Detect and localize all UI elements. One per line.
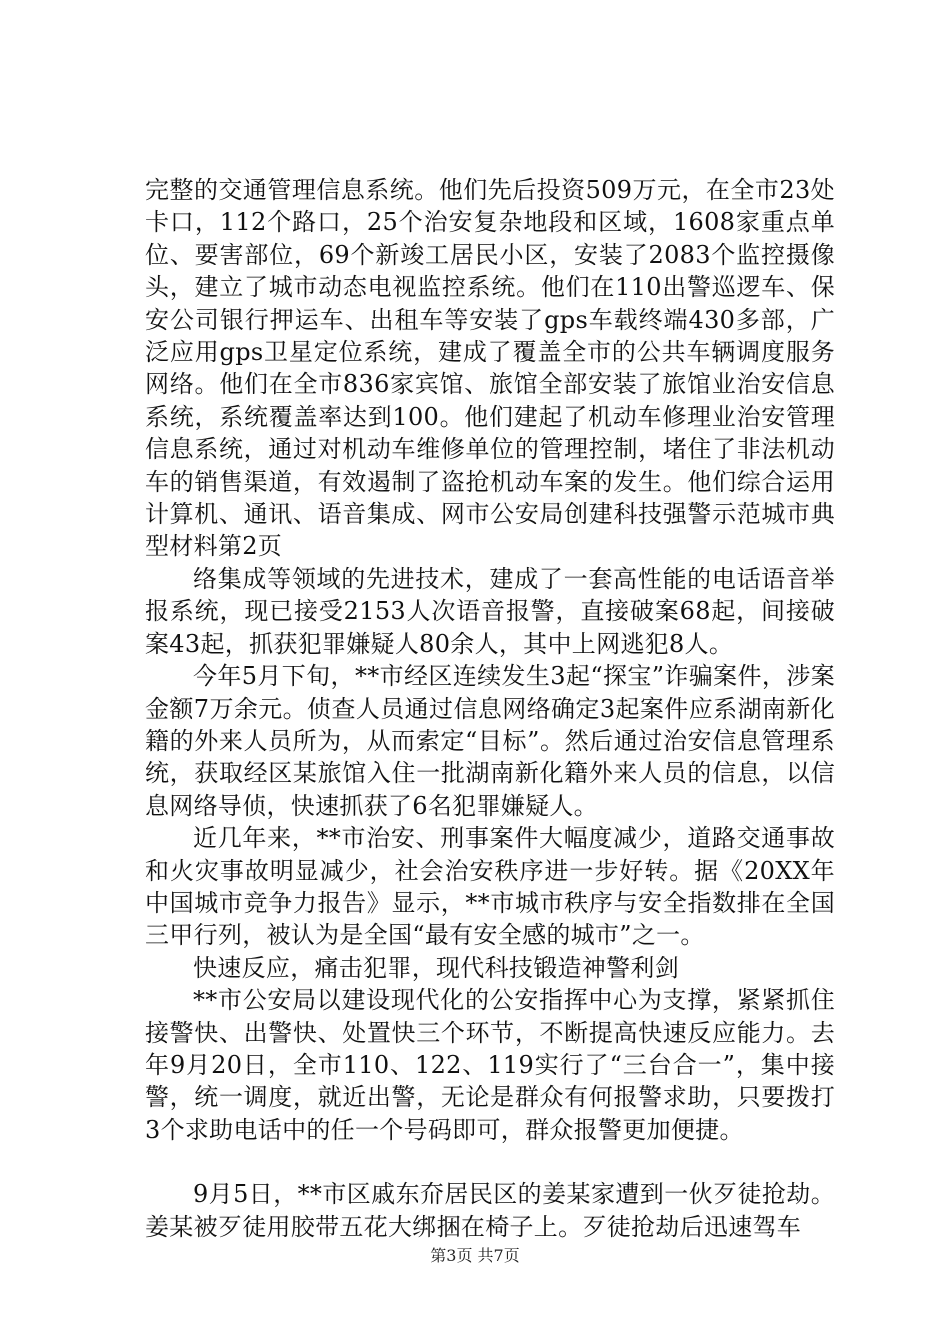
paragraph-2: 络集成等领域的先进技术，建成了一套高性能的电话语音举报系统，现已接受2153人次语音报警，直接破案68起，间接破案43起，抓获犯罪嫌疑人80余人，其中上网逃犯8人。 [145, 564, 835, 658]
paragraph-4: 近几年来，**市治安、刑事案件大幅度减少，道路交通事故和火灾事故明显减少，社会治安秩序进一步好转。据《20XX年中国城市竞争力报告》显示，**市城市秩序与安全指数排在全国三甲行列，被认为是全国“最有安全感的城市”之一。 [145, 824, 835, 950]
paragraph-3: 今年5月下旬，**市经区连续发生3起“探宝”诈骗案件，涉案金额7万余元。侦查人员通过信息网络确定3起案件应系湖南新化籍的外来人员所为，从而索定“目标”。然后通过治安信息管理系统，获取经区某旅馆入住一批湖南新化籍外来人员的信息，以信息网络导侦，快速抓获了6名犯罪嫌疑人。 [145, 662, 835, 820]
paragraph-5: **市公安局以建设现代化的公安指挥中心为支撑，紧紧抓住接警快、出警快、处置快三个环节，不断提高快速反应能力。去年9月20日，全市110、122、119实行了“三台合一”，集中接警，统一调度，就近出警，无论是群众有何报警求助，只要拨打3个求助电话中的任一个号码即可，群众报警更加便捷。 [145, 986, 835, 1144]
paragraph-1: 完整的交通管理信息系统。他们先后投资509万元，在全市23处卡口，112个路口，25个治安复杂地段和区域，1608家重点单位、要害部位，69个新竣工居民小区，安装了2083个监控摄像头，建立了城市动态电视监控系统。他们在110出警巡逻车、保安公司银行押运车、出租车等安装了gps车载终端430多部，广泛应用gps卫星定位系统，建成了覆盖全市的公共车辆调度服务网络。他们在全市836家宾馆、旅馆全部安装了旅馆业治安信息系统，系统覆盖率达到100。他们建起了机动车修理业治安管理信息系统，通过对机动车维修单位的管理控制，堵住了非法机动车的销售渠道，有效遏制了盗抢机动车案的发生。他们综合运用计算机、通讯、语音集成、网市公安局创建科技强警示范城市典型材料第2页 [145, 176, 835, 561]
paragraph-6: 9月5日，**市区戚东夼居民区的姜某家遭到一伙歹徒抢劫。姜某被歹徒用胶带五花大绑捆在椅子上。歹徒抢劫后迅速驾车 [145, 1180, 835, 1241]
section-heading: 快速反应，痛击犯罪，现代科技锻造神警利剑 [193, 953, 679, 982]
document-body [145, 174, 835, 1243]
page-footer [0, 1246, 950, 1266]
page-number: 第3页 共7页 [430, 1246, 520, 1265]
